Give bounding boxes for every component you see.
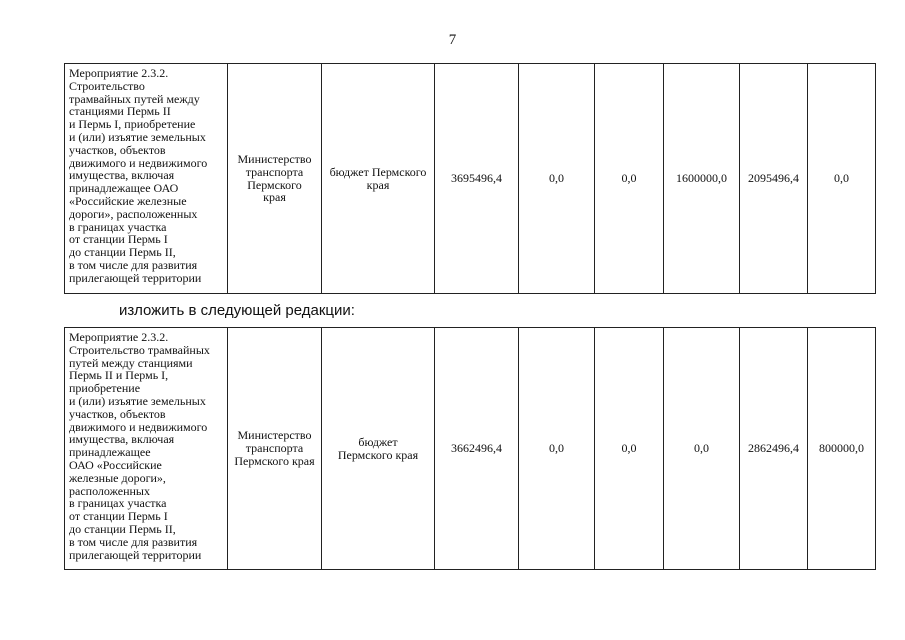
value-cell: 0,0 <box>595 64 664 294</box>
value-cell: 0,0 <box>519 64 595 294</box>
new-table <box>64 327 876 570</box>
old-table <box>64 63 876 294</box>
value-cell: 800000,0 <box>808 328 876 570</box>
page-number: 7 <box>448 32 457 48</box>
value-cell: 1600000,0 <box>664 64 740 294</box>
value-total: 3695496,4 <box>435 64 519 294</box>
funding-source-cell: бюджет Пермского края <box>322 328 435 570</box>
table-row <box>65 328 876 570</box>
value-cell: 2862496,4 <box>740 328 808 570</box>
funding-source-cell: бюджет Пермского края <box>322 64 435 294</box>
measure-description: Мероприятие 2.3.2. Строительство трамвайных путей между станциями Пермь II и Пермь I, приобретение и (или) изъятие земельных участков, объектов движимого и недвижимого имущества, включая принадлежащее ОАО «Российские железные дороги», расположенных в границах участка от станции Пермь I до станции Пермь II, в том числе для развития прилегающей территории <box>65 328 228 570</box>
executor-cell: Министерство транспорта Пермского края <box>228 64 322 294</box>
table-row <box>65 64 876 294</box>
value-total: 3662496,4 <box>435 328 519 570</box>
measure-description: Мероприятие 2.3.2. Строительство трамвайных путей между станциями Пермь II и Пермь I, приобретение и (или) изъятие земельных участков, объектов движимого и недвижимого имущества, включая принадлежащее ОАО «Российские железные дороги», расположенных в границах участка от станции Пермь I до станции Пермь II, в том числе для развития прилегающей территории <box>65 64 228 294</box>
executor-cell: Министерство транспорта Пермского края <box>228 328 322 570</box>
value-cell: 0,0 <box>519 328 595 570</box>
value-cell: 0,0 <box>664 328 740 570</box>
value-cell: 2095496,4 <box>740 64 808 294</box>
transition-text: изложить в следующей редакции: <box>119 302 355 319</box>
value-cell: 0,0 <box>595 328 664 570</box>
value-cell: 0,0 <box>808 64 876 294</box>
